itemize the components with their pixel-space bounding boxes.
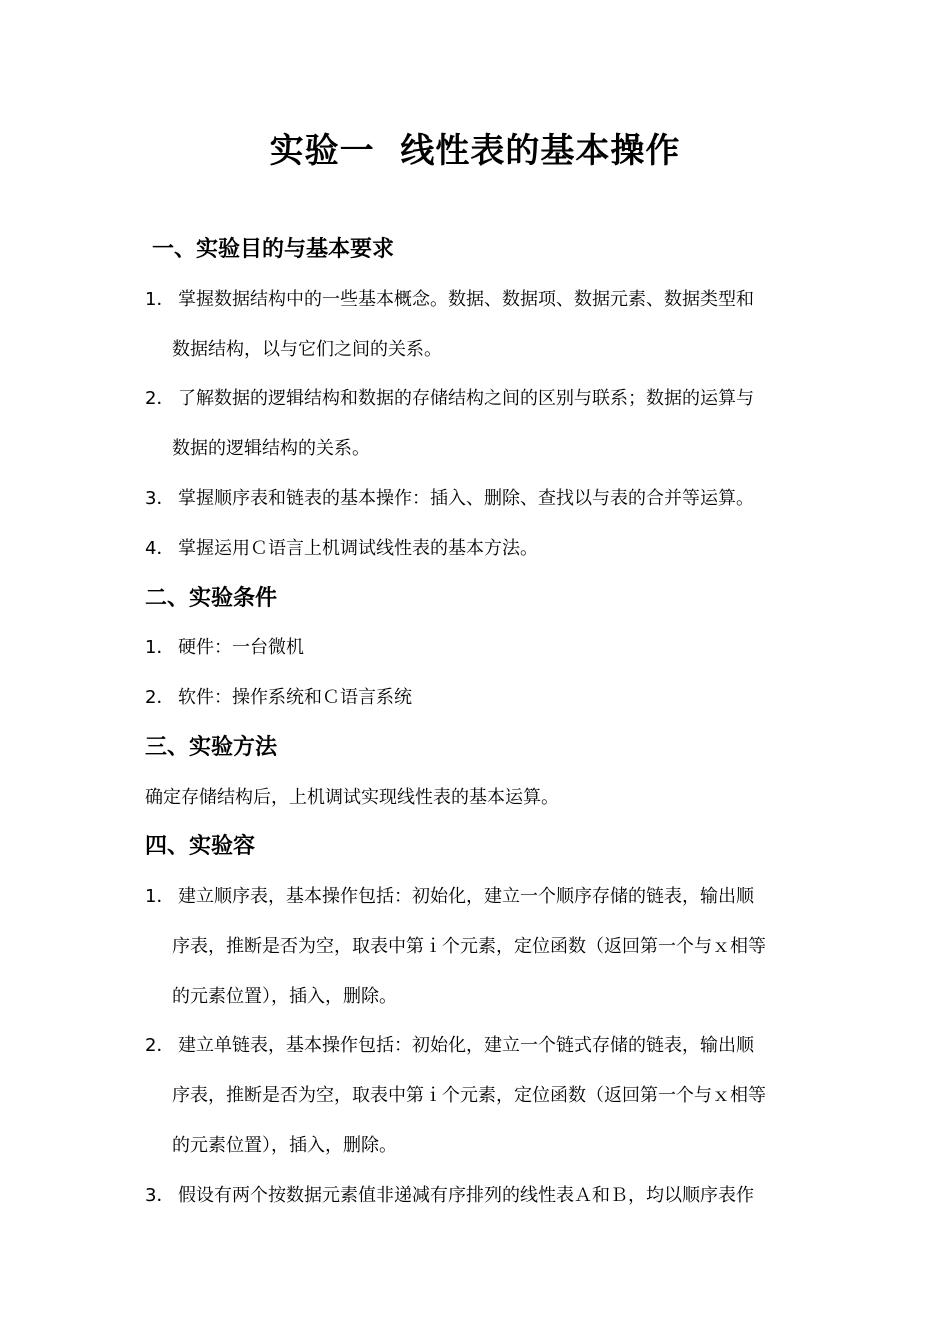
section-heading-conditions: 二、实验条件	[145, 586, 278, 611]
list-item-text: 掌握运用Ｃ语言上机调试线性表的基本方法。	[178, 538, 538, 559]
list-item-text: 序表，推断是否为空，取表中第ｉ个元素，定位函数（返回第一个与ｘ相等	[172, 1085, 766, 1106]
list-item-text: 掌握数据结构中的一些基本概念。数据、数据项、数据元素、数据类型和	[178, 289, 754, 310]
list-item-text: 数据的逻辑结构的关系。	[172, 438, 370, 459]
document-title: 实验一 线性表的基本操作	[269, 131, 681, 171]
list-item-number: 3．	[145, 1185, 175, 1206]
list-item-number: 2．	[145, 687, 175, 708]
list-item-number: 1．	[145, 886, 175, 907]
paragraph: 确定存储结构后，上机调试实现线性表的基本运算。	[145, 787, 559, 808]
section-heading-content: 四、实验容	[145, 834, 256, 859]
list-item-text: 序表，推断是否为空，取表中第ｉ个元素，定位函数（返回第一个与ｘ相等	[172, 936, 766, 957]
section-heading-method: 三、实验方法	[145, 735, 278, 760]
list-item-number: 4．	[145, 538, 175, 559]
list-item-number: 1．	[145, 289, 175, 310]
list-item-text: 数据结构，以与它们之间的关系。	[172, 339, 442, 360]
list-item-number: 3．	[145, 488, 175, 509]
list-item-number: 1．	[145, 637, 175, 658]
list-item-text: 掌握顺序表和链表的基本操作：插入、删除、查找以与表的合并等运算。	[178, 488, 754, 509]
list-item-number: 2．	[145, 388, 175, 409]
list-item-text: 建立单链表，基本操作包括：初始化，建立一个链式存储的链表，输出顺	[178, 1035, 754, 1056]
list-item-number: 2．	[145, 1035, 175, 1056]
list-item-text: 了解数据的逻辑结构和数据的存储结构之间的区别与联系；数据的运算与	[178, 388, 754, 409]
section-heading-purpose: 一、实验目的与基本要求	[152, 237, 395, 262]
list-item-text: 的元素位置），插入，删除。	[172, 986, 397, 1007]
list-item-text: 假设有两个按数据元素值非递减有序排列的线性表Ａ和Ｂ，均以顺序表作	[178, 1185, 754, 1206]
list-item-text: 硬件：一台微机	[178, 637, 304, 658]
list-item-text: 建立顺序表，基本操作包括：初始化，建立一个顺序存储的链表，输出顺	[178, 886, 754, 907]
list-item-text: 软件：操作系统和Ｃ语言系统	[178, 687, 412, 708]
list-item-text: 的元素位置），插入，删除。	[172, 1135, 397, 1156]
